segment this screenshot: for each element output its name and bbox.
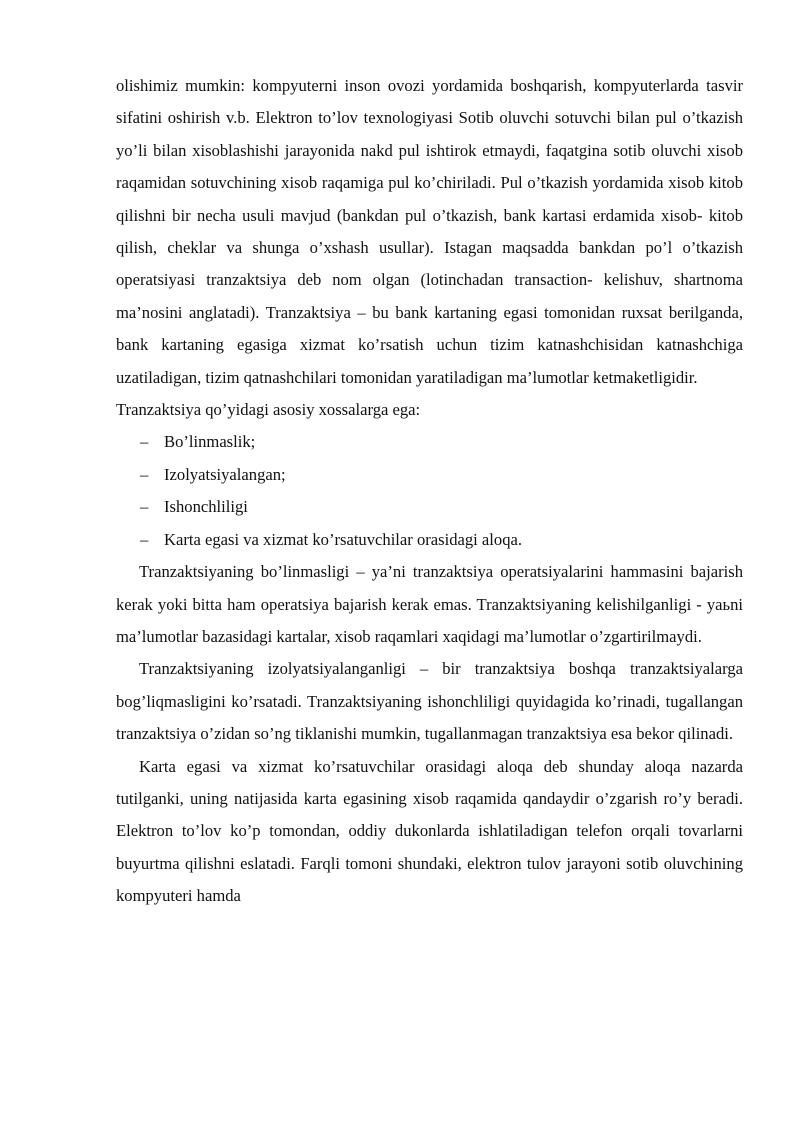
- list-dash: –: [140, 464, 149, 484]
- document-page: [116, 70, 743, 913]
- properties-list: [116, 426, 743, 556]
- list-item-text: Karta egasi va xizmat ko’rsatuvchilar orasidagi aloqa.: [164, 529, 523, 549]
- body-paragraph: olishimiz mumkin: kompyuterni inson ovozi yordamida boshqarish, kompyuterlarda tasvir sifatini oshirish v.b. Elektron to’lov texnologiyasi Sotib oluvchi sotuvchi bilan pul o’tkazish yo’li bilan xisoblashishi jarayonida nakd pul ishtirok etmaydi, faqatgina sotib oluvchi xisob raqamidan sotuvchining xisob raqamiga pul ko’chiriladi. Pul o’tkazish yordamida xisob kitob qilishni bir necha usuli mavjud (bankdan pul o’tkazish, bank kartasi erdamida xisob- kitob qilish, cheklar va shunga o’xshash usullar). Istagan maqsadda bankdan po’l o’tkazish operatsiyasi tranzaktsiya deb nom olgan (lotinchadan transaction- kelishuv, shartnoma ma’nosini anglatadi). Tranzaktsiya – bu bank kartaning egasi tomonidan ruxsat berilganda, bank kartaning egasiga xizmat ko’rsatish uchun tizim katnashchisidan katnashchiga uzatiladigan, tizim qatnashchilari tomonidan yaratiladigan ma’lumotlar ketmaketligidir.: [116, 76, 743, 387]
- body-paragraph: Karta egasi va xizmat ko’rsatuvchilar orasidagi aloqa deb shunday aloqa nazarda tutilganki, uning natijasida karta egasining xisob raqamida qandaydir o’zgarish ro’y beradi. Elektron to’lov ko’p tomondan, oddiy dukonlarda ishlatiladigan telefon orqali tovarlarni buyurtma qilishni eslatadi. Farqli tomoni shundaki, elektron tulov jarayoni sotib oluvchining kompyuteri hamda: [116, 756, 743, 906]
- body-paragraph: Tranzaktsiyaning bo’linmasligi – ya’ni tranzaktsiya operatsiyalarini hammasini bajarish kerak yoki bitta ham operatsiya bajarish kerak emas. Tranzaktsiyaning kelishilganligi - yaьni ma’lumotlar bazasidagi kartalar, xisob raqamlari xaqidagi ma’lumotlar o’zgartirilmaydi.: [116, 562, 743, 646]
- list-dash: –: [140, 497, 149, 517]
- list-item: [116, 491, 743, 523]
- list-item-text: Izolyatsiyalangan;: [164, 464, 286, 484]
- list-dash: –: [140, 432, 149, 452]
- list-item: [116, 524, 743, 556]
- list-dash: –: [140, 529, 149, 549]
- body-paragraph: Tranzaktsiyaning izolyatsiyalanganligi – bir tranzaktsiya boshqa tranzaktsiyalarga bog’liqmasligini ko’rsatadi. Tranzaktsiyaning ishonchliligi quyidagida ko’rinadi, tugallangan tranzaktsiya o’zidan so’ng tiklanishi mumkin, tugallanmagan tranzaktsiya esa bekor qilinadi.: [116, 659, 743, 744]
- list-item: [116, 459, 743, 491]
- list-item: [116, 426, 743, 458]
- list-item-text: Bo’linmaslik;: [164, 432, 256, 452]
- list-item-text: Ishonchliligi: [164, 497, 248, 517]
- list-intro: Tranzaktsiya qo’yidagi asosiy xossalarga ega:: [116, 400, 421, 420]
